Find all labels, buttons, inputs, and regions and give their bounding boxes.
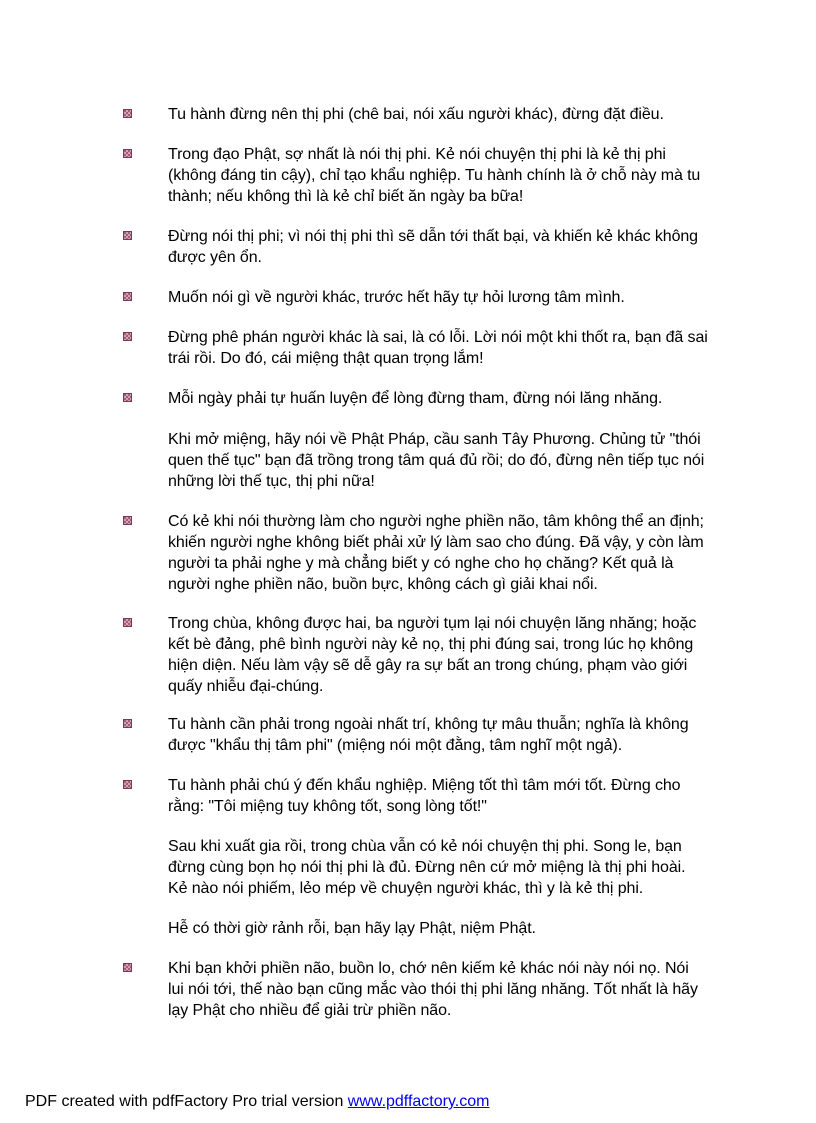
paragraph-text: Đừng nói thị phi; vì nói thị phi thì sẽ dẫn tới thất bại, và khiến kẻ khác không được yên ổn. — [168, 228, 698, 266]
bullet-icon — [123, 393, 132, 402]
paragraph-text: Khi bạn khởi phiền não, buồn lo, chớ nên kiếm kẻ khác nói này nói nọ. Nói lui nói tới, thế nào bạn cũng mắc vào thói thị phi lăng nhăng. Tốt nhất là hãy lạy Phật cho nhiều để giải trừ phiền não. — [168, 960, 698, 1019]
bullet-icon — [123, 149, 132, 158]
bullet-icon — [123, 618, 132, 627]
pdf-footer — [25, 1092, 489, 1112]
bullet-icon — [123, 780, 132, 789]
paragraph-text: Muốn nói gì về người khác, trước hết hãy tự hỏi lương tâm mình. — [168, 289, 625, 306]
bullet-icon — [123, 109, 132, 118]
paragraph-text: Mỗi ngày phải tự huấn luyện để lòng đừng tham, đừng nói lăng nhăng. — [168, 390, 663, 407]
paragraph-text: Đừng phê phán người khác là sai, là có lỗi. Lời nói một khi thốt ra, bạn đã sai trái rồi. Do đó, cái miệng thật quan trọng lắm! — [168, 329, 708, 367]
paragraph-text: Tu hành phải chú ý đến khẩu nghiệp. Miệng tốt thì tâm mới tốt. Đừng cho rằng: "Tôi miệng tuy không tốt, song lòng tốt!" — [168, 777, 681, 815]
paragraph-text: Có kẻ khi nói thường làm cho người nghe phiền não, tâm không thể an định; khiến người nghe không biết phải xử lý làm sao cho đúng. Đã vậy, y còn làm người ta phải nghe y mà chẳng biết y có nghe cho họ chăng? Kết quả là người nghe phiền não, buồn bực, không cách gì giải khai nổi. — [168, 513, 704, 593]
bullet-icon — [123, 292, 132, 301]
paragraph-text: Sau khi xuất gia rồi, trong chùa vẫn có kẻ nói chuyện thị phi. Song le, bạn đừng cùng bọn họ nói thị phi là đủ. Đừng nên cứ mở miệng là thị phi hoài. Kẻ nào nói phiếm, lẻo mép về chuyện người khác, thì y là kẻ thị phi. — [168, 838, 686, 897]
bullet-icon — [123, 516, 132, 525]
paragraph-text: Trong chùa, không được hai, ba người tụm lại nói chuyện lăng nhăng; hoặc kết bè đảng, phê bình người này kẻ nọ, thị phi đúng sai, trong lúc họ không hiện diện. Nếu làm vậy sẽ dễ gây ra sự bất an trong chúng, phạm vào giới quấy nhiễu đại-chúng. — [168, 615, 697, 695]
footer-text: PDF created with pdfFactory Pro trial version — [25, 1093, 348, 1110]
bullet-icon — [123, 231, 132, 240]
bullet-icon — [123, 332, 132, 341]
paragraph-text: Trong đạo Phật, sợ nhất là nói thị phi. Kẻ nói chuyện thị phi là kẻ thị phi (không đáng tin cậy), chỉ tạo khẩu nghiệp. Tu hành chính là ở chỗ này mà tu thành; nếu không thì là kẻ chỉ biết ăn ngày ba bữa! — [168, 146, 701, 205]
paragraph-text: Khi mở miệng, hãy nói về Phật Pháp, cầu sanh Tây Phương. Chủng tử "thói quen thế tục" bạn đã trồng trong tâm quá đủ rồi; do đó, đừng nên tiếp tục nói những lời thế tục, thị phi nữa! — [168, 431, 705, 490]
bullet-icon — [123, 719, 132, 728]
paragraph-text: Tu hành cần phải trong ngoài nhất trí, không tự mâu thuẫn; nghĩa là không được "khẩu thị tâm phi" (miệng nói một đằng, tâm nghĩ một ngả). — [168, 716, 689, 754]
paragraph-text: Hễ có thời giờ rảnh rỗi, bạn hãy lạy Phật, niệm Phật. — [168, 920, 536, 937]
paragraph-text: Tu hành đừng nên thị phi (chê bai, nói xấu người khác), đừng đặt điều. — [168, 106, 664, 123]
pdffactory-link[interactable]: www.pdffactory.com — [347, 1093, 490, 1110]
bullet-icon — [123, 963, 132, 972]
